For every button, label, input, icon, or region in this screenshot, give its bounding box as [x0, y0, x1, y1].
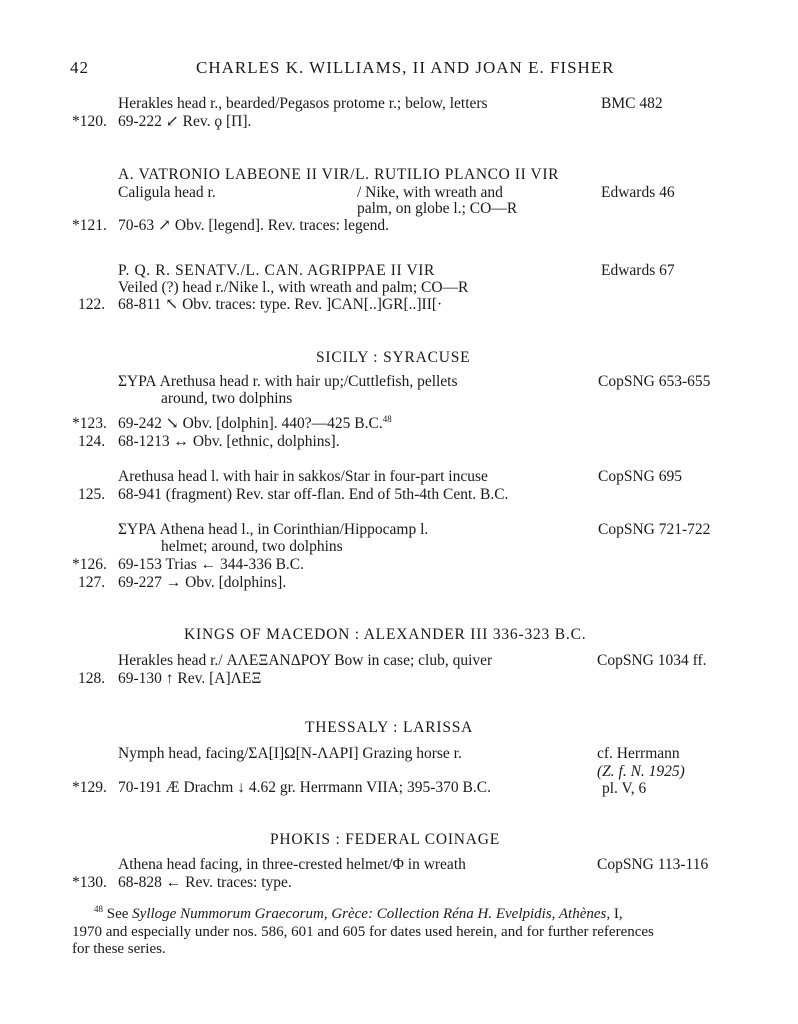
type-description: Nymph head, facing/ΣΑ[Ι]Ω[Ν-ΛΑΡΙ] Grazing horse r. — [118, 745, 462, 762]
entry-text: 68-811 ↖ Obv. traces: type. Rev. ]CAN[..]GR[..]II[· — [118, 296, 443, 313]
footnote-ref: 48 — [382, 413, 392, 424]
type-description: Herakles head r., bearded/Pegasos protome r.; below, letters — [118, 95, 488, 112]
entry-number: *129. — [72, 779, 107, 796]
type-description-reverse-cont: palm, on globe l.; CO—R — [357, 200, 518, 217]
entry-number: *126. — [72, 556, 107, 573]
entry-number: *120. — [72, 113, 107, 130]
entry-text: 68-828 ← Rev. traces: type. — [118, 874, 292, 891]
section-heading: KINGS OF MACEDON : ALEXANDER III 336-323 B.C. — [184, 626, 587, 643]
type-description-reverse: / Nike, with wreath and — [357, 184, 503, 201]
entry-number: 125. — [78, 486, 106, 503]
section-heading: SICILY : SYRACUSE — [316, 349, 471, 366]
page-number: 42 — [70, 58, 89, 77]
entry-number: *130. — [72, 874, 107, 891]
issuer-heading: A. VATRONIO LABEONE II VIR/L. RUTILIO PLANCO II VIR — [118, 166, 560, 183]
entry-text: 68-941 (fragment) Rev. star off-flan. End of 5th-4th Cent. B.C. — [118, 486, 509, 503]
catalog-reference: BMC 482 — [601, 95, 663, 112]
type-description-cont: helmet; around, two dolphins — [161, 538, 343, 555]
section-heading: THESSALY : LARISSA — [305, 719, 474, 736]
running-head: CHARLES K. WILLIAMS, II AND JOAN E. FISHER — [196, 58, 615, 77]
type-description: Herakles head r./ ΑΛΕΞΑΝΔΡΟΥ Bow in case; club, quiver — [118, 652, 493, 669]
catalog-reference: Edwards 46 — [601, 184, 675, 201]
catalog-reference: CopSNG 653-655 — [598, 373, 711, 390]
catalog-reference: Edwards 67 — [601, 262, 675, 279]
footnote-text: I, — [610, 906, 623, 922]
footnote-line: for these series. — [72, 941, 166, 957]
entry-number: 124. — [78, 433, 106, 450]
type-description-obverse: Caligula head r. — [118, 184, 216, 201]
entry-text: 70-63 ↗ Obv. [legend]. Rev. traces: legend. — [118, 217, 389, 234]
entry-text — [118, 415, 392, 432]
entry-number: 122. — [78, 296, 106, 313]
issuer-heading: P. Q. R. SENATV./L. CAN. AGRIPPAE II VIR — [118, 262, 435, 279]
section-heading: PHOKIS : FEDERAL COINAGE — [270, 831, 501, 848]
catalog-reference: CopSNG 721-722 — [598, 521, 711, 538]
catalog-reference: cf. Herrmann — [597, 745, 680, 762]
entry-text: 69-130 ↑ Rev. [Α]ΛΕΞ — [118, 670, 262, 687]
catalog-reference-plate: pl. V, 6 — [602, 780, 647, 797]
entry-number: 128. — [78, 670, 106, 687]
catalog-reference: CopSNG 1034 ff. — [597, 652, 707, 669]
catalog-reference: CopSNG 113-116 — [597, 856, 709, 873]
entry-number: *121. — [72, 217, 107, 234]
footnote-title: Sylloge Nummorum Graecorum, Grèce: Collection Réna H. Evelpidis, Athènes, — [132, 906, 611, 922]
type-description: ΣΥΡΑ Athena head l., in Corinthian/Hippocamp l. — [118, 521, 429, 538]
entry-text: 69-227 → Obv. [dolphins]. — [118, 574, 287, 591]
type-description: ΣΥΡΑ Arethusa head r. with hair up;/Cuttlefish, pellets — [118, 373, 458, 390]
catalog-reference: CopSNG 695 — [598, 468, 682, 485]
footnote-line — [94, 906, 623, 923]
entry-text: 69-153 Trias ← 344-336 B.C. — [118, 556, 305, 573]
type-description: Arethusa head l. with hair in sakkos/Star in four-part incuse — [118, 468, 488, 485]
entry-text: 68-1213 ↔ Obv. [ethnic, dolphins]. — [118, 433, 340, 450]
type-description: Veiled (?) head r./Nike l., with wreath and palm; CO—R — [118, 279, 469, 296]
footnote-text: See — [103, 906, 133, 922]
entry-text-main: 69-242 ↘ Obv. [dolphin]. 440?—425 B.C. — [118, 415, 383, 432]
type-description: Athena head facing, in three-crested helmet/Φ in wreath — [118, 856, 466, 873]
footnote-line: 1970 and especially under nos. 586, 601 and 605 for dates used herein, and for further references — [72, 924, 654, 940]
catalog-reference-cont: (Z. f. N. 1925) — [597, 763, 685, 780]
entry-text: 69-222 ↙ Rev. ϙ [Π]. — [118, 113, 252, 130]
entry-number: 127. — [78, 574, 106, 591]
entry-text: 70-191 Æ Drachm ↓ 4.62 gr. Herrmann VIIA; 395-370 B.C. — [118, 779, 491, 796]
footnote-mark: 48 — [94, 904, 103, 914]
entry-number: *123. — [72, 415, 107, 432]
type-description-cont: around, two dolphins — [161, 390, 293, 407]
